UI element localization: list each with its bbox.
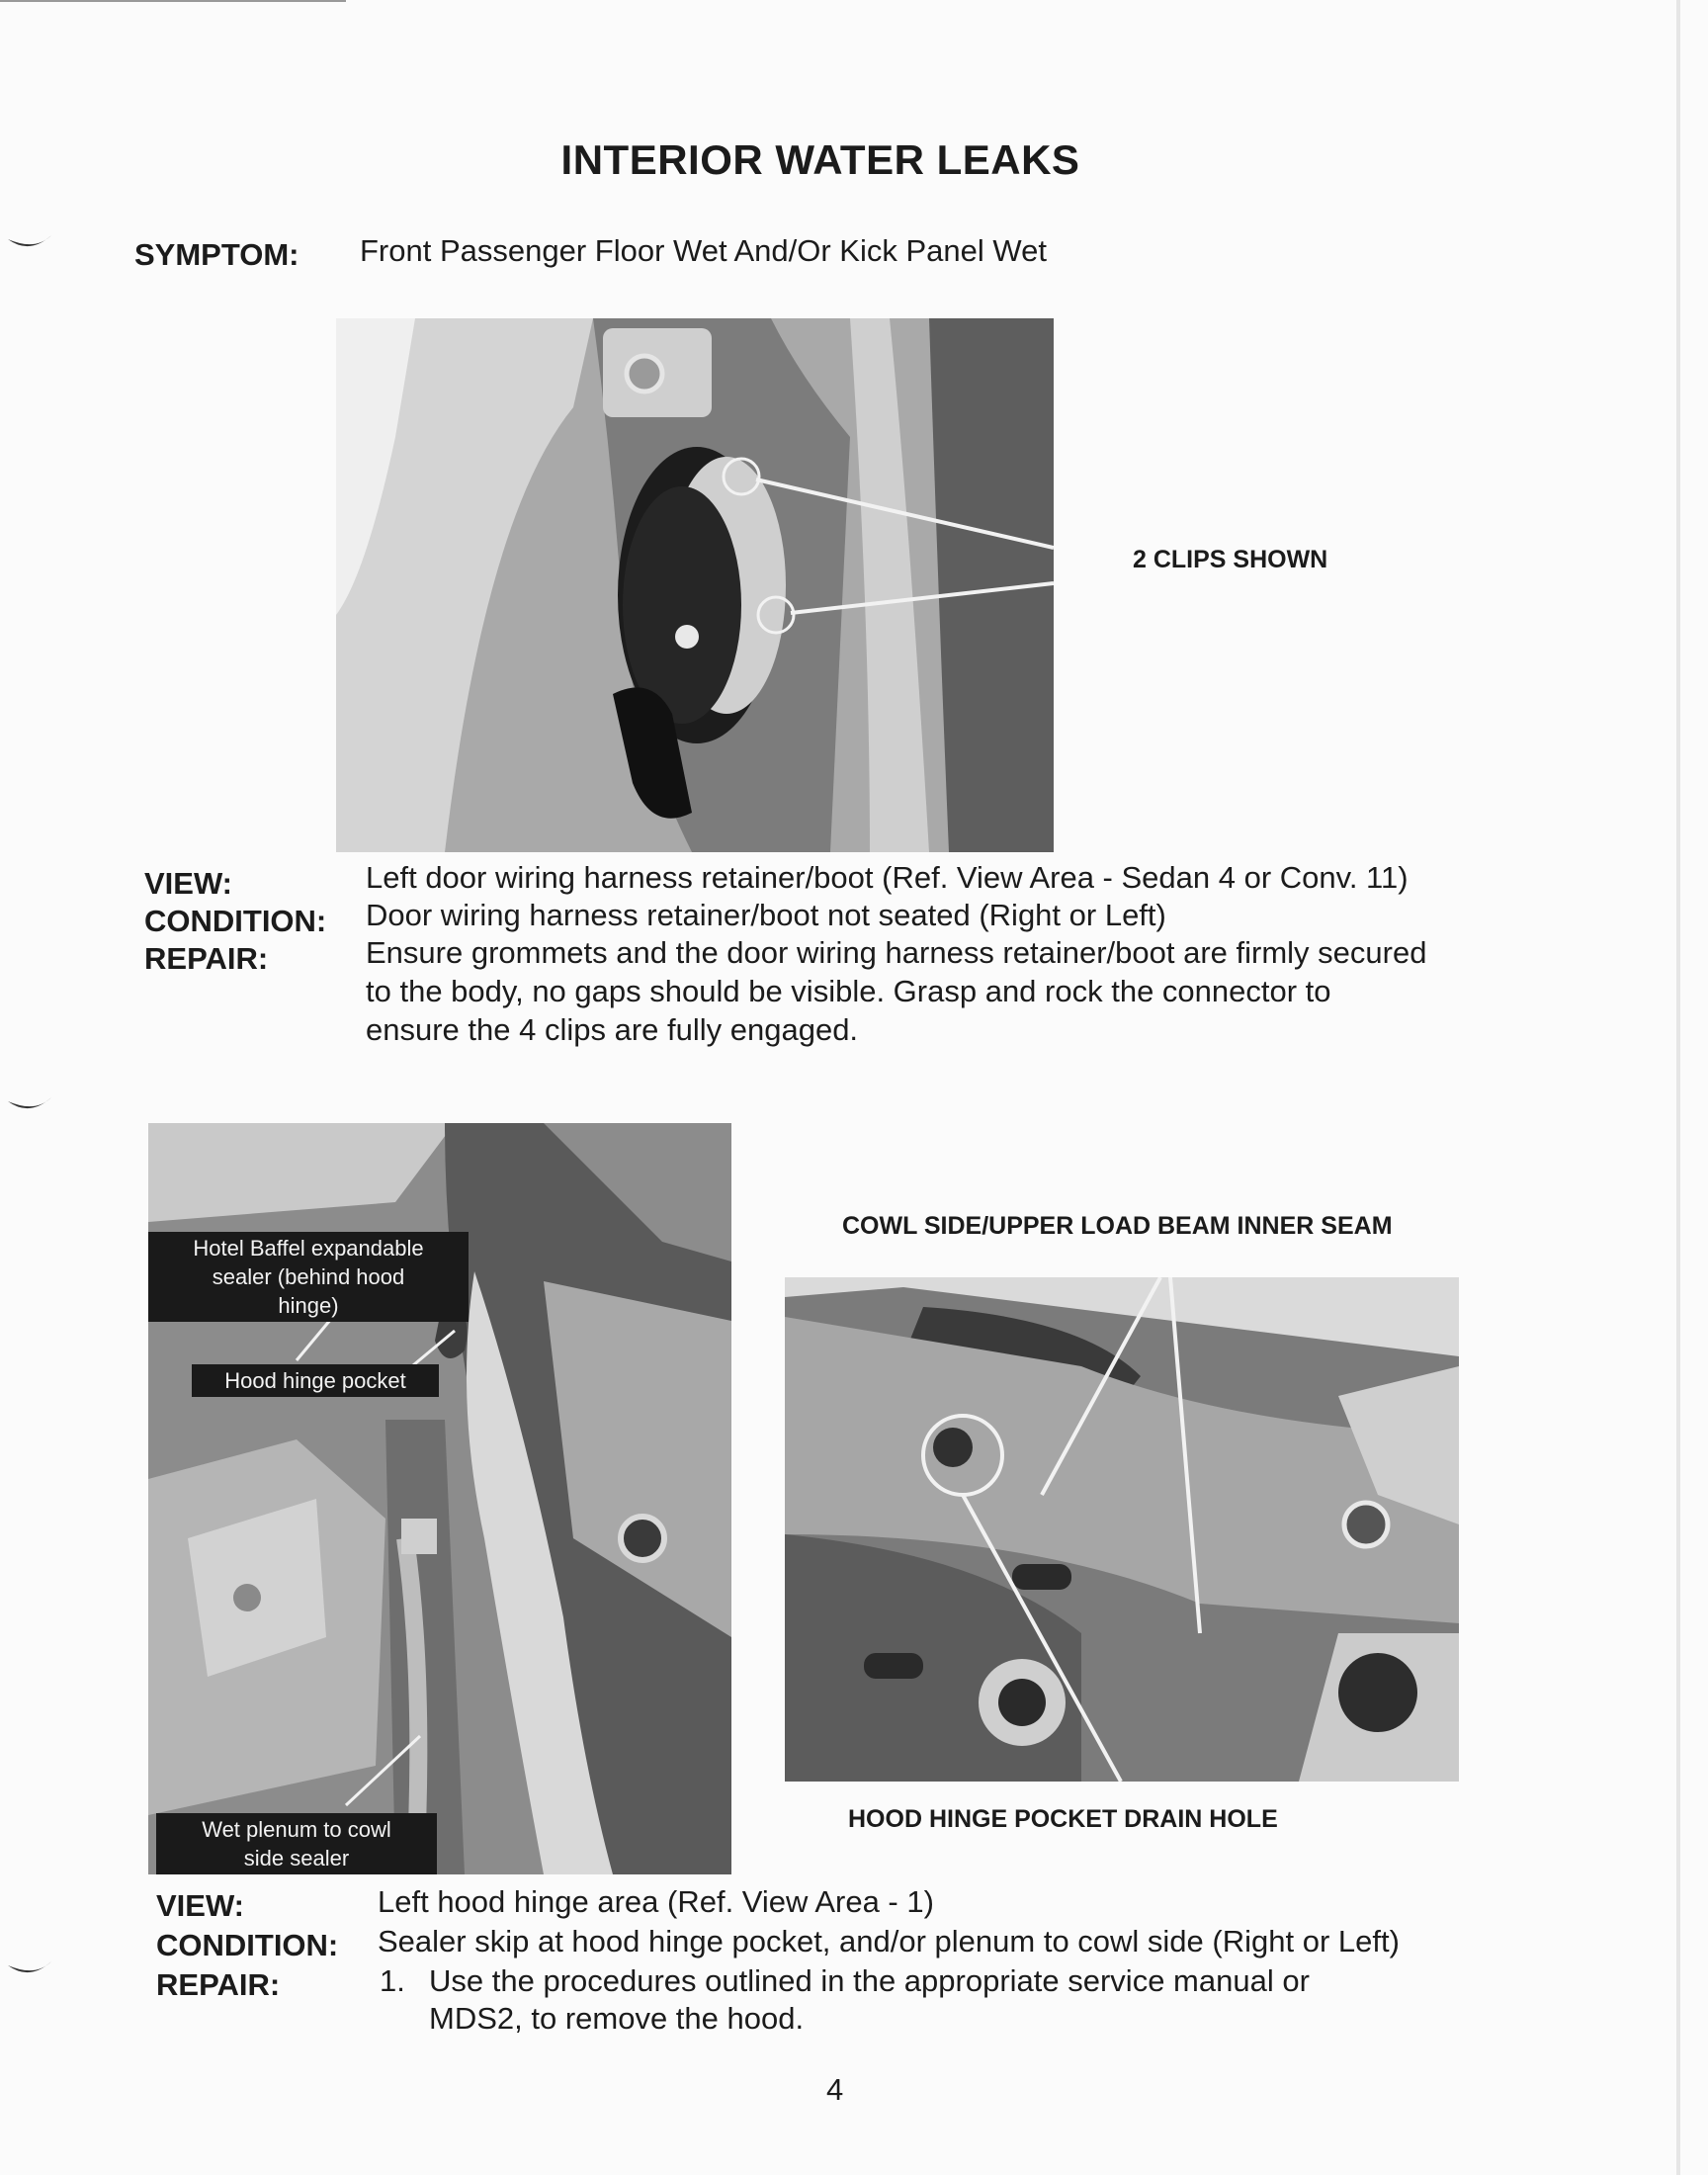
view-label: VIEW: [144,866,232,901]
repair-label: REPAIR: [156,1967,281,2002]
condition-label: CONDITION: [144,904,327,938]
repair-line: Use the procedures outlined in the appropriate service manual or [429,1963,1310,1998]
repair-step-number: 1. [380,1963,405,1998]
view-text: Left door wiring harness retainer/boot (Ref. View Area - Sedan 4 or Conv. 11) [366,860,1409,895]
wet-plenum-tag: Wet plenum to cowl side sealer [156,1813,437,1874]
repair-line: Ensure grommets and the door wiring harness retainer/boot are firmly secured [366,935,1427,970]
repair-line: ensure the 4 clips are fully engaged. [366,1012,859,1047]
repair-label: REPAIR: [144,941,269,976]
view-text: Left hood hinge area (Ref. View Area - 1) [378,1884,934,1919]
symptom-text: Front Passenger Floor Wet And/Or Kick Panel Wet [360,233,1047,268]
scan-top-edge [0,0,346,2]
binder-hole-icon [6,233,53,253]
condition-text: Door wiring harness retainer/boot not seated (Right or Left) [366,898,1166,932]
condition-label: CONDITION: [156,1928,339,1962]
symptom-label: SYMPTOM: [134,237,299,272]
condition-text: Sealer skip at hood hinge pocket, and/or plenum to cowl side (Right or Left) [378,1924,1400,1958]
drain-hole-caption: HOOD HINGE POCKET DRAIN HOLE [848,1805,1278,1833]
door-harness-photo [336,318,1054,852]
binder-hole-icon [6,1959,53,1979]
hood-hinge-pocket-tag: Hood hinge pocket [192,1364,439,1397]
clips-callout: 2 CLIPS SHOWN [1133,546,1328,573]
hotel-baffel-tag: Hotel Baffel expandable sealer (behind hood hinge) [148,1232,469,1322]
repair-line: MDS2, to remove the hood. [429,2001,805,2036]
view-label: VIEW: [156,1888,244,1923]
cowl-seam-caption: COWL SIDE/UPPER LOAD BEAM INNER SEAM [842,1212,1393,1240]
repair-line: to the body, no gaps should be visible. Grasp and rock the connector to [366,974,1331,1008]
hood-hinge-photo [148,1123,731,1874]
page-number: 4 [826,2072,844,2107]
scan-right-edge [1676,0,1680,2175]
binder-hole-icon [6,1095,53,1115]
page-title: INTERIOR WATER LEAKS [560,136,1080,183]
cowl-seam-photo [785,1277,1459,1782]
